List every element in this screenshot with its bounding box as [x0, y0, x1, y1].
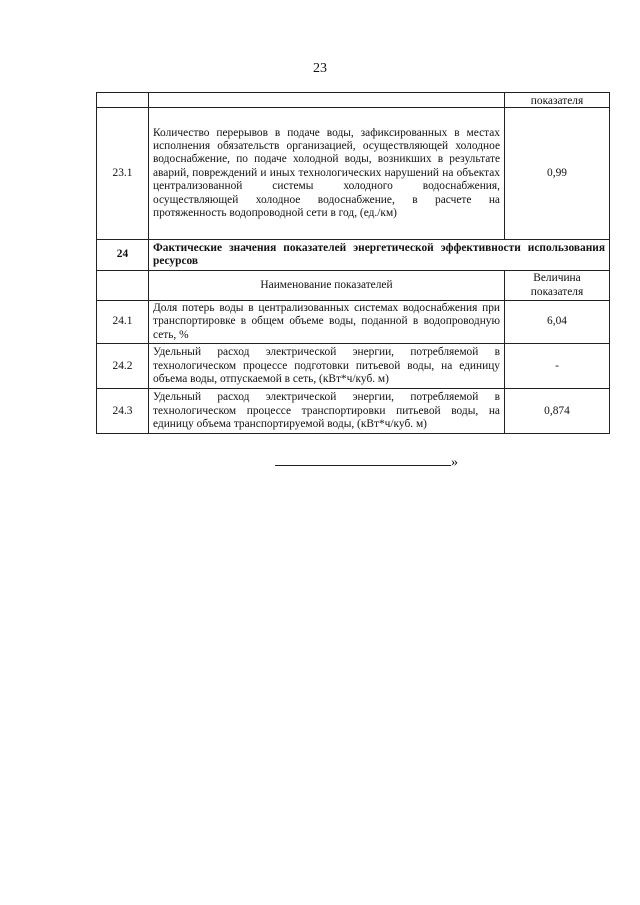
signature-line [275, 456, 451, 466]
indicator-name: Удельный расход электрической энергии, потребляемой в технологическом процессе подготовки питьевой воды, на единицу объема воды, отпускаемой в сеть, (кВт*ч/куб. м) [149, 344, 505, 389]
page-number: 23 [313, 61, 327, 76]
table-row [97, 301, 610, 344]
section-title: Фактические значения показателей энергетической эффективности использования ресурсов [149, 240, 610, 271]
table-continuation-row [97, 93, 610, 108]
column-header-row [97, 271, 610, 301]
value-column-label: показателя [505, 93, 610, 108]
closing-quote: » [451, 455, 458, 470]
indicators-table [96, 92, 610, 434]
empty-cell [97, 93, 149, 108]
section-number: 24 [97, 240, 149, 271]
table-row [97, 344, 610, 389]
row-number: 23.1 [97, 108, 149, 240]
indicator-name: Доля потерь воды в централизованных системах водоснабжения при транспортировке в общем объеме воды, поданной в водопроводную сеть, % [149, 301, 505, 344]
row-number: 24.2 [97, 344, 149, 389]
indicator-name: Удельный расход электрической энергии, потребляемой в технологическом процессе транспортировки питьевой воды, на единицу объема транспортируемой воды, (кВт*ч/куб. м) [149, 389, 505, 434]
table-row [97, 108, 610, 240]
name-column-header: Наименование показателей [149, 271, 505, 301]
indicator-value: 0,874 [505, 389, 610, 434]
closing-line [275, 455, 458, 471]
empty-cell [97, 271, 149, 301]
indicator-value: - [505, 344, 610, 389]
table-row [97, 389, 610, 434]
indicator-value: 0,99 [505, 108, 610, 240]
indicator-name: Количество перерывов в подаче воды, зафиксированных в местах исполнения обязательств организацией, осуществляющей холодное водоснабжение, по подаче холодной воды, возникших в результате аварий, повреждений и иных технологических нарушений на объектах централизованной системы холодного водоснабжения, осуществляющей холодное водоснабжение, в расчете на протяженность водопроводной сети в год, (ед./км) [149, 108, 505, 240]
row-number: 24.1 [97, 301, 149, 344]
row-number: 24.3 [97, 389, 149, 434]
empty-cell [149, 93, 505, 108]
indicator-value: 6,04 [505, 301, 610, 344]
value-column-header: Величина показателя [505, 271, 610, 301]
section-row [97, 240, 610, 271]
